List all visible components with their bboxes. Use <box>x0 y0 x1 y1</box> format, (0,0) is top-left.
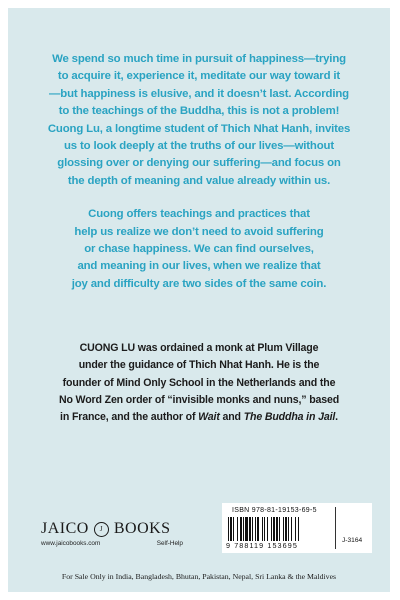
book-code: J-3164 <box>342 537 363 544</box>
sale-territory-notice: For Sale Only in India, Bangladesh, Bhutan, Pakistan, Nepal, Sri Lanka & the Maldives <box>61 572 337 581</box>
publisher-name-left: JAICO <box>41 520 89 537</box>
blurb-line: to acquire it, experience it, meditate our way toward it <box>57 70 341 83</box>
blurb-line: Cuong offers teachings and practices that <box>88 208 310 221</box>
blurb-line: joy and difficulty are two sides of the same coin. <box>71 277 327 290</box>
bio-line: CUONG LU was ordained a monk at Plum Village <box>79 342 319 354</box>
book-title-wait: Wait <box>198 411 220 424</box>
blurb-line: and meaning in our lives, when we realize that <box>77 260 321 273</box>
barcode-icon <box>228 517 332 541</box>
publisher-logo <box>41 520 191 538</box>
blurb-paragraph-2 <box>8 206 390 293</box>
blurb-line: us to look deeply at the truths of our lives—without <box>63 140 335 153</box>
blurb-line: or chase happiness. We can find ourselves, <box>84 243 314 256</box>
book-title-buddha-in-jail: The Buddha in Jail <box>243 411 336 424</box>
bio-text: and <box>219 411 244 424</box>
author-bio <box>8 340 390 426</box>
publisher-name-right: BOOKS <box>113 520 171 537</box>
bio-text: . <box>335 411 338 424</box>
blurb-line: glossing over or denying our suffering—and focus on <box>57 157 341 170</box>
barcode-digits: 9 788119 153695 <box>226 541 298 550</box>
bio-text: in France, and the author of <box>60 411 199 424</box>
book-category: Self-Help <box>156 540 183 547</box>
blurb-line: We spend so much time in pursuit of happiness—trying <box>52 53 346 65</box>
blurb-line: Cuong Lu, a longtime student of Thich Nhat Hanh, invites <box>47 122 351 135</box>
blurb-line: help us realize we don’t need to avoid suffering <box>74 225 324 238</box>
bio-line <box>8 409 390 426</box>
back-cover <box>8 8 390 592</box>
blurb-line: to the teachings of the Buddha, this is not a problem! <box>58 105 340 118</box>
bio-line: under the guidance of Thich Nhat Hanh. He is the <box>78 359 320 372</box>
blurb <box>8 51 390 293</box>
publisher-info <box>41 540 183 547</box>
publisher-block <box>41 520 191 547</box>
blurb-line: —but happiness is elusive, and it doesn’t last. According <box>49 87 349 100</box>
isbn-label: ISBN 978-81-19153-69-5 <box>232 507 317 514</box>
jaico-emblem-icon: J <box>94 522 109 537</box>
barcode-panel <box>222 503 372 553</box>
bio-line: founder of Mind Only School in the Netherlands and the <box>62 376 336 389</box>
publisher-website: www.jaicobooks.com <box>41 540 101 547</box>
blurb-paragraph-1 <box>8 51 390 190</box>
divider <box>335 507 336 549</box>
blurb-line: the depth of meaning and value already within us. <box>67 174 331 187</box>
bio-line: No Word Zen order of “invisible monks and nuns,” based <box>58 393 340 406</box>
